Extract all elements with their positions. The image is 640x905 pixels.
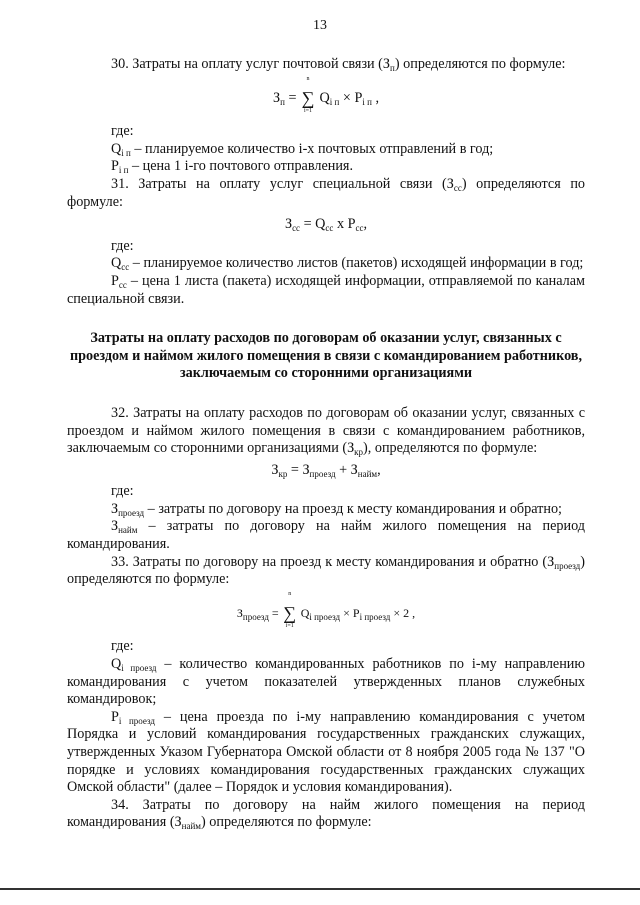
sum-sign: n ∑ i=1 [301, 75, 315, 115]
page-bottom-border [0, 888, 640, 890]
section-heading: Затраты на оплату расходов по договорам об оказании услуг, связанных с проездом и наймом жилого помещения в связи с командированием работников, заключаемым со сторонними организациями [69, 330, 583, 382]
where-label: где: [111, 483, 134, 500]
paragraph-32: 32. Затраты на оплату расходов по договорам об оказании услуг, связанных с проездом и наймом жилого помещения в связи с командированием работников, заключаемым со сторонними организациями $(З_{кр})$, определяются по формуле: [67, 404, 585, 458]
definition-z-travel: $З_{проезд}$ – затраты по договору на проезд к месту командирования и обратно; [111, 500, 562, 518]
page-number: 13 [313, 18, 327, 33]
sum-sign: n ∑ i=1 [283, 590, 297, 630]
formula-travel-total: $З_{кр} = З_{проезд} + З_{найм}$, [271, 461, 381, 479]
where-label: где: [111, 123, 134, 140]
definition-p-postal: $P_{i п}$ – цена 1 i-го почтового отправления. [111, 158, 353, 176]
where-label: где: [111, 237, 134, 254]
definition-q-special: $Q_{сс}$ – планируемое количество листов (пакетов) исходящей информации в год; [111, 255, 584, 273]
definition-q-postal: $Q_{i п}$ – планируемое количество i-х почтовых отправлений в год; [111, 140, 494, 158]
definition-q-travel: $Q_{i проезд}$ – количество командированных работников по i-му направлению командирования с учетом показателей утвержденных планов служебных командировок; [67, 656, 585, 708]
formula-travel: $З_{проезд}$ = n ∑ i=1 $Q_{i проезд} \times P_{i проезд} \times 2$ , [236, 590, 416, 630]
document-body [67, 56, 585, 832]
paragraph-30: 30. Затраты на оплату услуг почтовой связи $(З_п)$ определяются по формуле: [111, 56, 566, 73]
paragraph-33: 33. Затраты по договору на проезд к месту командирования и обратно $(З_{проезд})$ определяются по формуле: [67, 553, 585, 588]
paragraph-34: 34. Затраты по договору на найм жилого помещения на период командирования $(З_{найм})$ определяются по формуле: [67, 796, 585, 832]
formula-special: $З_{сс} = Q_{сс}$ x $P_{сс}$, [284, 216, 368, 234]
formula-postal: $З_п$ = n ∑ i=1 $Q_{i п} \times P_{i п}$ , [272, 75, 380, 115]
definition-p-travel: $P_{i проезд}$ – цена проезда по i-му направлению командирования с учетом Порядка и условий командирования государственных гражданских служащих, утвержденных Указом Губернатора Омской области от 8 ноября 2005 года № 137 "О порядке и условиях командирования государственных гражданских служащих Омской области" (далее – Порядок и условия командирования). [67, 708, 585, 796]
definition-z-lodging: $З_{найм}$ – затраты по договору на найм жилого помещения на период командирования. [67, 518, 585, 553]
where-label: где: [111, 638, 134, 655]
paragraph-31: 31. Затраты на оплату услуг специальной связи $(З_{сс})$ определяются по формуле: [67, 175, 586, 210]
definition-p-special: $Р_{сс}$ – цена 1 листа (пакета) исходящей информации, отправляемой по каналам специальной связи. [67, 272, 585, 307]
